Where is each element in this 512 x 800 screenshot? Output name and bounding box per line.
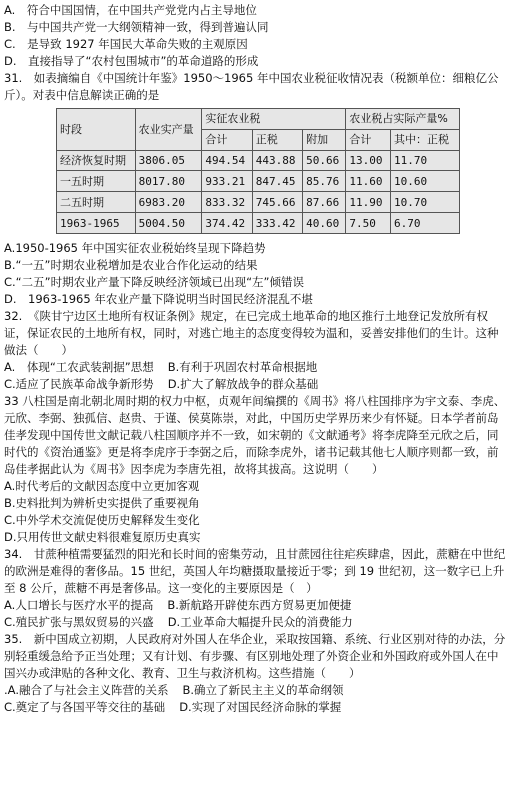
header-actual-tax: 实征农业税 [202,109,346,130]
cell: 10.60 [390,171,459,192]
question-35-options-row-2 [4,699,506,716]
table-row [57,192,460,213]
question-35 [4,631,506,716]
cell: 85.76 [303,171,346,192]
cell: 87.66 [303,192,346,213]
cell: 745.66 [252,192,302,213]
option-b: B. 与中国共产党一大纲领精神一致，得到普遍认同 [4,20,269,34]
option-c: C. 是导致 1927 年国民大革命失败的主观原因 [4,37,248,51]
cell: 847.45 [252,171,302,192]
question-35-option-d: D.实现了对国民经济命脉的掌握 [179,700,342,714]
question-33-option-a: A.时代考后的文献因态度中立更加客观 [4,479,200,493]
question-32-option-a: A. 体现“工农武装割据”思想 [4,360,154,374]
question-33-option-c: C.中外学术交流促使历史解释发生变化 [4,513,200,527]
cell: 6.70 [390,213,459,234]
option-a: A. 符合中国国情，在中国共产党党内占主导地位 [4,3,257,17]
question-34 [4,546,506,631]
cell: 10.70 [390,192,459,213]
cell: 40.60 [303,213,346,234]
question-31-option-b: B.“一五”时期农业税增加是农业合作化运动的结果 [4,258,258,272]
cell: 3806.05 [135,150,202,171]
question-34-option-a: A.人口增长与医疗水平的提高 [4,598,154,612]
cell: 5004.50 [135,213,202,234]
question-32-options-row-2 [4,376,506,393]
cell: 经济恢复时期 [57,150,136,171]
question-33-option-d: D.只用传世文献史料很难复原历史真实 [4,530,201,544]
header-regular-tax: 正税 [252,129,302,150]
question-32-option-c: C.适应了民族革命战争新形势 [4,377,154,391]
question-31-option-a: A.1950-1965 年中国实征农业税始终呈现下降趋势 [4,241,266,255]
cell: 50.66 [303,150,346,171]
question-32-options-row-1 [4,359,506,376]
question-35-stem: 35. 新中国成立初期，人民政府对外国人在华企业，采取按国籍、系统、行业区别对待的办法，分别轻重缓急给予正当处理；又有计划、有步骤、有区别地处理了外资企业和外国政府或外国人在中国兴办或津贴的各种文化、教育、卫生与救济机构。这些措施（ ） [4,632,506,680]
table-row [57,171,460,192]
cell: 374.42 [202,213,252,234]
question-31-option-d: D. 1963-1965 年农业产量下降说明当时国民经济混乱不堪 [4,292,313,306]
question-34-options-row-1 [4,597,506,614]
question-35-option-c: C.奠定了与各国平等交往的基础 [4,700,166,714]
cell: 443.88 [252,150,302,171]
question-32-option-b: B.有利于巩固农村革命根据地 [167,360,318,374]
question-35-option-b: B.确立了新民主主义的革命纲领 [182,683,344,697]
question-34-option-d: D.工业革命大幅提升民众的消费能力 [167,615,353,629]
cell: 一五时期 [57,171,136,192]
table-row [57,213,460,234]
cell: 7.50 [346,213,391,234]
cell: 6983.20 [135,192,202,213]
cell: 11.90 [346,192,391,213]
question-32-stem: 32. 《陕甘宁边区土地所有权证条例》规定，在已完成土地革命的地区推行土地登记发放所有权证，保证农民的土地所有权，同时，对逃亡地主的态度变得较为温和，妥善安排他们的生计。这种做法（ ） [4,309,499,357]
header-ratio-total: 合计 [346,129,391,150]
header-period: 时段 [57,109,136,151]
header-actual-output: 农业实产量 [135,109,202,151]
question-33-option-b: B.史料批判为辨析史实提供了重要视角 [4,496,200,510]
question-32 [4,308,506,393]
question-33-stem: 33 八柱国是南北朝北周时期的权力中枢，贞观年间编撰的《周书》将八柱国排序为宇文泰、李虎、元欣、李弼、独孤信、赵贵、于谨、侯莫陈崇，对此，中国历史学界历来少有怀疑。日本学者前岛佳孝发现中国传世文献记载八柱国顺序并不一致，如宋朝的《文献通考》将李虎降至元欣之后，同时代的《资治通鉴》更是将李虎序于李弼之后，而除李虎外，诸书记载其他七人顺序则都一致，前岛佳孝据此认为《周书》因李虎为李唐先祖，故将其拔高。这说明（ ） [4,394,506,476]
question-35-option-a: .A.融合了与社会主义阵营的关系 [4,683,169,697]
cell: 833.32 [202,192,252,213]
header-surcharge: 附加 [303,129,346,150]
cell: 二五时期 [57,192,136,213]
option-d: D. 直接指导了“农村包围城市”的革命道路的形成 [4,54,259,68]
table-header-row [57,109,460,130]
header-ratio-regular: 其中：正税 [390,129,459,150]
question-35-options-row-1 [4,682,506,699]
question-34-option-c: C.殖民扩张与黑奴贸易的兴盛 [4,615,154,629]
cell: 1963-1965 [57,213,136,234]
header-total: 合计 [202,129,252,150]
header-tax-ratio: 农业税占实际产量% [346,109,460,130]
table-row [57,150,460,171]
tax-table-wrap [56,108,460,234]
question-34-options-row-2 [4,614,506,631]
question-31 [4,70,506,308]
question-31-stem: 31. 如表摘编自《中国统计年鉴》1950～1965 年中国农业税征收情况表（税额单位：细粮亿公斤）。对表中信息解读正确的是 [4,71,499,102]
cell: 13.00 [346,150,391,171]
question-34-option-b: B.新航路开辟使东西方贸易更加便捷 [167,598,352,612]
top-options [4,2,506,70]
agricultural-tax-table [56,108,460,234]
question-34-stem: 34. 甘蔗种植需要猛烈的阳光和长时间的密集劳动，且甘蔗园往往疟疾肆虐，因此，蔗糖在中世纪的欧洲是难得的奢侈品。15 世纪，英国人年均糖摄取量接近于零；到 19 世纪初，这一数字已上升至 8 公斤，蔗糖不再是奢侈品。这一变化的主要原因是（ ） [4,547,506,595]
cell: 11.60 [346,171,391,192]
question-31-option-c: C.“二五”时期农业产量下降反映经济领域已出现“左”倾错误 [4,275,305,289]
cell: 11.70 [390,150,459,171]
cell: 494.54 [202,150,252,171]
cell: 333.42 [252,213,302,234]
question-33 [4,393,506,546]
cell: 933.21 [202,171,252,192]
cell: 8017.80 [135,171,202,192]
question-32-option-d: D.扩大了解放战争的群众基础 [167,377,319,391]
